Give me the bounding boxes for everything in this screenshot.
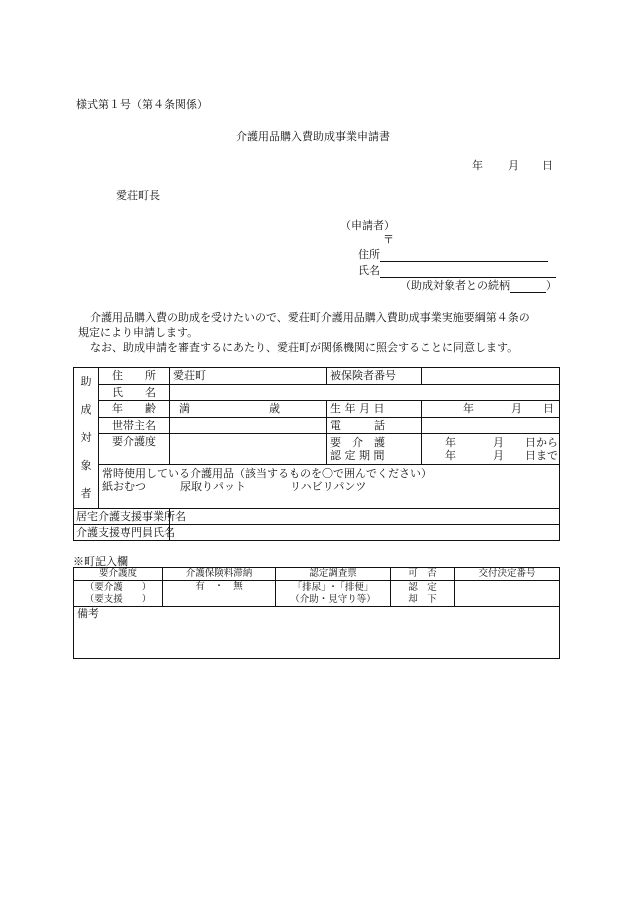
town-arrears-value[interactable]: 有 ・ 無 (163, 581, 276, 607)
town-col-care-level-header: 要介護度 (74, 568, 163, 581)
town-survey-value[interactable]: 「排尿」･「排便」 （介助・見守り等） (276, 581, 391, 607)
age-value-cell[interactable] (170, 401, 327, 418)
date-year-label: 年 (472, 159, 483, 172)
age-label-cell: 年 齢 (99, 401, 170, 418)
specialist-value-cell[interactable] (170, 525, 560, 541)
postal-mark: 〒 (383, 233, 394, 246)
birth-year: 年 (463, 402, 474, 416)
document-title: 介護用品購入費助成事業申請書 (236, 130, 390, 143)
address-row (358, 246, 548, 262)
birth-day: 日 (543, 402, 554, 416)
supplies-cell (99, 465, 560, 509)
applicant-info-table (73, 367, 560, 541)
office-label-cell: 居宅介護支援事業所名 (74, 509, 170, 525)
request-text-line2: 規定により申請します。 (78, 326, 199, 339)
birth-value-cell[interactable] (422, 401, 560, 418)
name-field[interactable] (380, 264, 556, 278)
address-field[interactable] (380, 248, 548, 262)
supply-rehab-pants[interactable]: リハビリパンツ (290, 480, 367, 494)
name-label: 氏名 (358, 264, 380, 277)
address-label-cell: 住 所 (99, 368, 170, 385)
town-decision-value[interactable]: 認 定 却 下 (391, 581, 455, 607)
insured-number-field[interactable] (422, 368, 560, 385)
form-number: 様式第１号（第４条関係） (76, 98, 208, 111)
supplies-label: 常時使用している介護用品（該当するものを〇で囲んでください） (102, 467, 432, 481)
relation-field[interactable] (510, 279, 546, 293)
relation-close: ） (546, 279, 557, 292)
name-row (358, 262, 556, 278)
office-value-cell[interactable] (170, 509, 560, 525)
age-suffix: 歳 (269, 402, 280, 416)
name-label-cell: 氏 名 (99, 384, 170, 401)
specialist-label-cell: 介護支援専門員氏名 (74, 525, 170, 541)
remarks-label: 備考 (77, 607, 99, 620)
subject-side-label: 助 成 対 象 者 (74, 368, 99, 509)
relation-label: （助成対象者との続柄 (400, 279, 510, 292)
cert-period-value-cell[interactable]: 年 月 日から 年 月 日まで (422, 434, 560, 465)
birth-month: 月 (511, 402, 522, 416)
town-use-table (73, 567, 560, 659)
town-col-decision-header: 可 否 (391, 568, 455, 581)
date-month-label: 月 (508, 159, 519, 172)
supply-diapers[interactable]: 紙おむつ (102, 480, 146, 494)
cert-period-label-cell: 要 介 護 認 定 期 間 (327, 434, 422, 465)
name-value-cell[interactable] (170, 384, 560, 401)
town-section-label: ※町記入欄 (73, 555, 128, 568)
care-level-label-cell: 要介護度 (99, 434, 170, 465)
town-col-arrears-header: 介護保険料滞納 (163, 568, 276, 581)
town-number-value[interactable] (455, 581, 560, 607)
address-value-cell[interactable]: 愛荘町 (170, 368, 327, 385)
applicant-label: （申請者） (340, 219, 395, 232)
phone-label-cell: 電 話 (327, 417, 422, 434)
town-col-survey-header: 認定調査票 (276, 568, 391, 581)
town-col-number-header: 交付決定番号 (455, 568, 560, 581)
birth-label-cell: 生 年 月 日 (327, 401, 422, 418)
supply-pads[interactable]: 尿取りパット (180, 480, 246, 494)
phone-value-cell[interactable] (422, 417, 560, 434)
care-level-value-cell[interactable] (170, 434, 327, 465)
town-care-level-value[interactable]: （要介護 ） （要支援 ） (74, 581, 163, 607)
remarks-cell[interactable] (74, 607, 560, 659)
age-prefix: 満 (179, 402, 190, 416)
relation-row (400, 277, 557, 293)
address-label: 住所 (358, 248, 380, 261)
householder-value-cell[interactable] (170, 417, 327, 434)
consent-text: なお、助成申請を審査するにあたり、愛荘町が関係機関に照会することに同意します。 (90, 341, 519, 354)
insured-number-label: 被保険者番号 (327, 368, 422, 385)
date-day-label: 日 (542, 159, 553, 172)
request-text-line1: 介護用品購入費の助成を受けたいので、愛荘町介護用品購入費助成事業実施要綱第４条の (90, 311, 530, 324)
addressee: 愛荘町長 (116, 189, 160, 202)
householder-label-cell: 世帯主名 (99, 417, 170, 434)
